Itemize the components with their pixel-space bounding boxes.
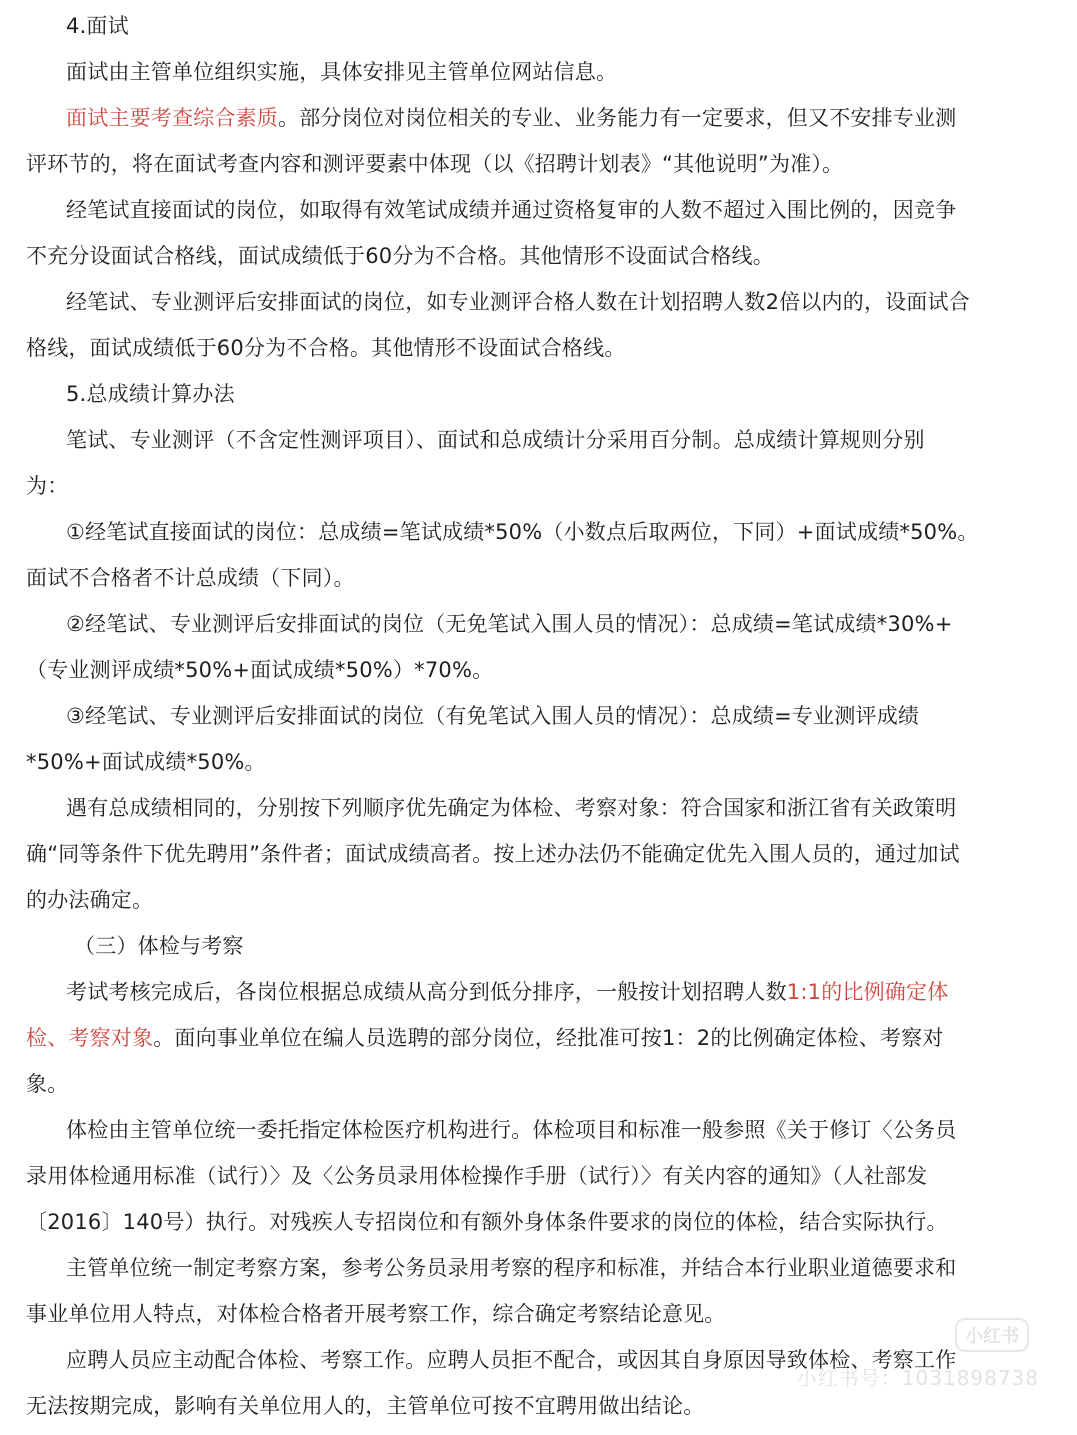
highlighted-text: 检、考察对象	[26, 1026, 154, 1050]
paragraph-line: 评环节的，将在面试考查内容和测评要素中体现（以《招聘计划表》“其他说明”为准）。	[26, 152, 844, 176]
highlighted-text: 1:1的比例确定体	[786, 980, 949, 1004]
paragraph-line: 笔试、专业测评（不含定性测评项目）、面试和总成绩计分采用百分制。总成绩计算规则分别	[66, 428, 925, 452]
paragraph-line: 的办法确定。	[26, 888, 154, 912]
paragraph-line: 体检由主管单位统一委托指定体检医疗机构进行。体检项目和标准一般参照《关于修订〈公务员	[66, 1118, 957, 1142]
section-heading-interview: 4.面试	[66, 14, 129, 38]
watermark-id: 小红书号：1031898738	[796, 1366, 1039, 1390]
paragraph-line: 不充分设面试合格线，面试成绩低于60分为不合格。其他情形不设面试合格线。	[26, 244, 774, 268]
formula-item-3: ③经笔试、专业测评后安排面试的岗位（有免笔试入围人员的情况）：总成绩=专业测评成绩	[66, 704, 920, 728]
highlighted-text: 面试主要考查综合素质	[66, 106, 278, 130]
section-heading-total-score: 5.总成绩计算办法	[66, 382, 235, 406]
document-body	[26, 0, 1056, 1429]
paragraph-line: （专业测评成绩*50%+面试成绩*50%）*70%。	[26, 658, 494, 682]
formula-item-2: ②经笔试、专业测评后安排面试的岗位（无免笔试入围人员的情况）：总成绩=笔试成绩*30%+	[66, 612, 953, 636]
paragraph-line: 检、考察对象。面向事业单位在编人员选聘的部分岗位，经批准可按1：2的比例确定体检、考察对	[26, 1026, 944, 1050]
paragraph-line: 〔2016〕140号）执行。对残疾人专招岗位和有额外身体条件要求的岗位的体检，结合实际执行。	[26, 1210, 948, 1234]
watermark-logo: 小红书	[955, 1318, 1029, 1352]
section-heading-physical-exam: （三）体检与考察	[74, 934, 244, 958]
paragraph-line: 考试考核完成后，各岗位根据总成绩从高分到低分排序，一般按计划招聘人数1:1的比例确定体	[66, 980, 949, 1004]
paragraph-line: 录用体检通用标准（试行）〉及〈公务员录用体检操作手册（试行）〉有关内容的通知》（人社部发	[26, 1164, 928, 1188]
paragraph-line: 事业单位用人特点，对体检合格者开展考察工作，综合确定考察结论意见。	[26, 1302, 726, 1326]
paragraph-line: 面试不合格者不计总成绩（下同）。	[26, 566, 355, 590]
formula-item-1: ①经笔试直接面试的岗位：总成绩=笔试成绩*50%（小数点后取两位，下同）+面试成绩*50%。	[66, 520, 979, 544]
paragraph-line: 经笔试直接面试的岗位，如取得有效笔试成绩并通过资格复审的人数不超过入围比例的，因竞争	[66, 198, 957, 222]
paragraph-line: 格线，面试成绩低于60分为不合格。其他情形不设面试合格线。	[26, 336, 626, 360]
paragraph-line: 主管单位统一制定考察方案，参考公务员录用考察的程序和标准，并结合本行业职业道德要求和	[66, 1256, 957, 1280]
paragraph-line: 遇有总成绩相同的，分别按下列顺序优先确定为体检、考察对象：符合国家和浙江省有关政策明	[66, 796, 957, 820]
paragraph-line: 为：	[26, 474, 69, 498]
paragraph-line: 面试主要考查综合素质。部分岗位对岗位相关的专业、业务能力有一定要求，但又不安排专业测	[66, 106, 957, 130]
paragraph-line: *50%+面试成绩*50%。	[26, 750, 266, 774]
paragraph-line: 无法按期完成，影响有关单位用人的，主管单位可按不宜聘用做出结论。	[26, 1394, 705, 1418]
paragraph-line: 应聘人员应主动配合体检、考察工作。应聘人员拒不配合，或因其自身原因导致体检、考察工作	[66, 1348, 957, 1372]
paragraph-line: 确“同等条件下优先聘用”条件者；面试成绩高者。按上述办法仍不能确定优先入围人员的，通过加试	[26, 842, 960, 866]
paragraph-line: 经笔试、专业测评后安排面试的岗位，如专业测评合格人数在计划招聘人数2倍以内的，设面试合	[66, 290, 970, 314]
paragraph-line: 面试由主管单位组织实施，具体安排见主管单位网站信息。	[66, 60, 618, 84]
paragraph-line: 象。	[26, 1072, 69, 1096]
